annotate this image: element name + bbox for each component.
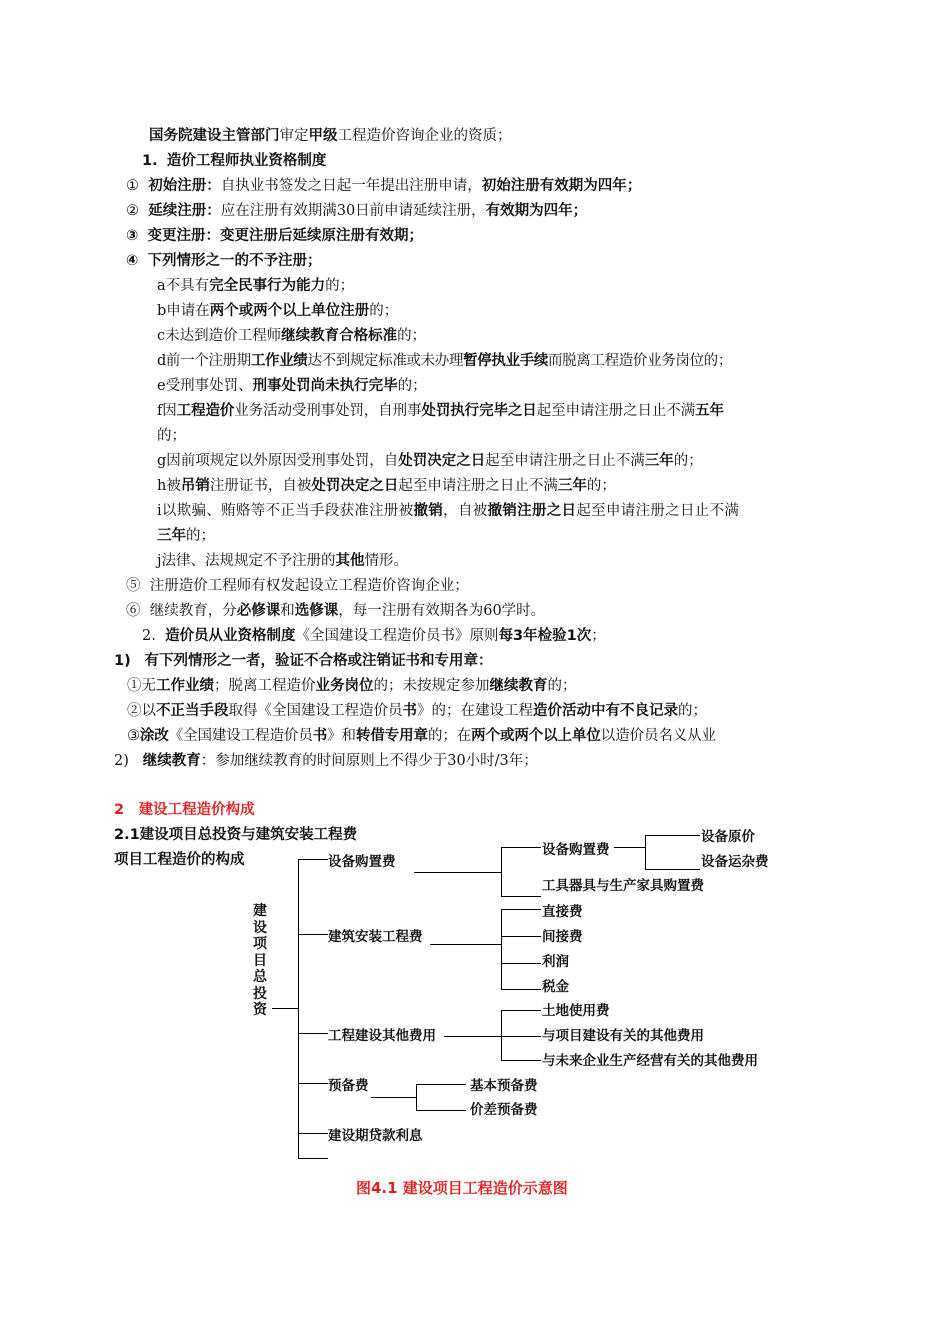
node-equipment: 设备购置费 [328, 854, 396, 870]
diagram-root-label: 建 设 项 目 总 投 资 [253, 903, 267, 1018]
node-land: 土地使用费 [542, 1003, 610, 1019]
connector [298, 1133, 328, 1134]
connector [501, 847, 502, 896]
diagram-title: 项目工程造价的构成 [114, 852, 245, 868]
line-13: 的； [157, 428, 186, 444]
connector [416, 1084, 466, 1085]
node-transport: 设备运杂费 [701, 854, 769, 870]
connector [501, 936, 541, 937]
line-7: a不具有完全民事行为能力的； [157, 278, 355, 294]
node-other: 工程建设其他费用 [328, 1028, 436, 1044]
line-21: 2. 造价员从业资格制度《全国建设工程造价员书》原则每3年检验1次； [142, 628, 606, 644]
line-17: 三年的； [157, 528, 215, 544]
node-direct: 直接费 [542, 904, 583, 920]
figure-caption: 图4.1 建设项目工程造价示意图 [356, 1179, 568, 1197]
node-construction: 建筑安装工程费 [328, 929, 423, 945]
subsection-heading: 2.1建设项目总投资与建筑安装工程费 [114, 827, 358, 843]
node-equipment-purchase: 设备购置费 [542, 842, 610, 858]
connector [645, 835, 700, 836]
connector [501, 909, 502, 990]
line-6: ④ 下列情形之一的不予注册； [126, 253, 322, 269]
line-22: 1) 有下列情形之一者，验证不合格或注销证书和专用章： [114, 653, 493, 669]
node-future: 与未来企业生产经营有关的其他费用 [542, 1053, 758, 1069]
connector [501, 1010, 502, 1060]
connector [501, 1036, 541, 1037]
line-25: ③涂改《全国建设工程造价员书》和转借专用章的；在两个或两个以上单位以造价员名义从业 [127, 728, 716, 744]
line-23: ①无工作业绩；脱离工程造价业务岗位的；未按规定参加继续教育的； [127, 678, 577, 694]
connector [298, 859, 328, 860]
line-8: b申请在两个或两个以上单位注册的； [157, 303, 399, 319]
connector [298, 934, 328, 935]
connector [272, 1008, 299, 1009]
section-heading: 2 建设工程造价构成 [114, 802, 255, 818]
node-indirect: 间接费 [542, 929, 583, 945]
connector [501, 896, 541, 897]
line-24: ②以不正当手段取得《全国建设工程造价员书》的；在建设工程造价活动中有不良记录的； [127, 703, 707, 719]
line-2: 1. 造价工程师执业资格制度 [142, 153, 327, 169]
connector [298, 1158, 328, 1159]
line-16: i以欺骗、贿赂等不正当手段获准注册被撤销，自被撤销注册之日起至申请注册之日止不满 [157, 503, 740, 519]
node-original-price: 设备原价 [701, 829, 755, 845]
connector [645, 869, 700, 870]
connector [501, 909, 541, 910]
node-tools: 工具器具与生产家具购置费 [542, 878, 704, 894]
connector [501, 963, 541, 964]
line-9: c未达到造价工程师继续教育合格标准的； [157, 328, 427, 344]
line-19: ⑤ 注册造价工程师有权发起设立工程造价咨询企业； [126, 578, 469, 594]
line-15: h被吊销注册证书，自被处罚决定之日起至申请注册之日止不满三年的； [157, 478, 616, 494]
connector [645, 835, 646, 870]
line-18: j法律、法规规定不予注册的其他情形。 [157, 553, 408, 569]
connector [416, 1110, 466, 1111]
node-price-reserve: 价差预备费 [470, 1102, 538, 1118]
line-10: d前一个注册期工作业绩达不到规定标准或未办理暂停执业手续而脱离工程造价业务岗位的； [157, 353, 732, 369]
connector [298, 859, 299, 1158]
node-tax: 税金 [542, 979, 569, 995]
connector [501, 989, 541, 990]
node-interest: 建设期贷款利息 [328, 1128, 423, 1144]
node-reserve: 预备费 [328, 1078, 369, 1094]
connector [371, 1097, 417, 1098]
node-profit: 利润 [542, 954, 569, 970]
connector [298, 1033, 328, 1034]
line-26: 2) 继续教育：参加继续教育的时间原则上不得少于30小时/3年； [114, 753, 538, 769]
line-14: g因前项规定以外原因受刑事处罚，自处罚决定之日起至申请注册之日止不满三年的； [157, 453, 703, 469]
connector [414, 872, 502, 873]
connector [444, 1036, 502, 1037]
connector [298, 1083, 328, 1084]
node-related: 与项目建设有关的其他费用 [542, 1028, 704, 1044]
connector [501, 847, 541, 848]
line-11: e受刑事处罚、刑事处罚尚未执行完毕的； [157, 378, 427, 394]
connector [501, 1060, 541, 1061]
connector [430, 944, 502, 945]
line-4: ② 延续注册：应在注册有效期满30日前申请延续注册，有效期为四年； [126, 203, 588, 219]
node-basic-reserve: 基本预备费 [470, 1078, 538, 1094]
line-5: ③ 变更注册：变更注册后延续原注册有效期； [126, 228, 423, 244]
line-20: ⑥ 继续教育，分必修课和选修课，每一注册有效期各为60学时。 [126, 603, 546, 619]
line-3: ① 初始注册：自执业书签发之日起一年提出注册申请，初始注册有效期为四年； [126, 178, 642, 194]
line-12: f因工程造价业务活动受刑事处罚，自刑事处罚执行完毕之日起至申请注册之日止不满五年 [157, 403, 724, 419]
connector [416, 1084, 417, 1110]
connector [614, 847, 646, 848]
line-1: 国务院建设主管部门审定甲级工程造价咨询企业的资质； [149, 128, 512, 144]
connector [501, 1010, 541, 1011]
